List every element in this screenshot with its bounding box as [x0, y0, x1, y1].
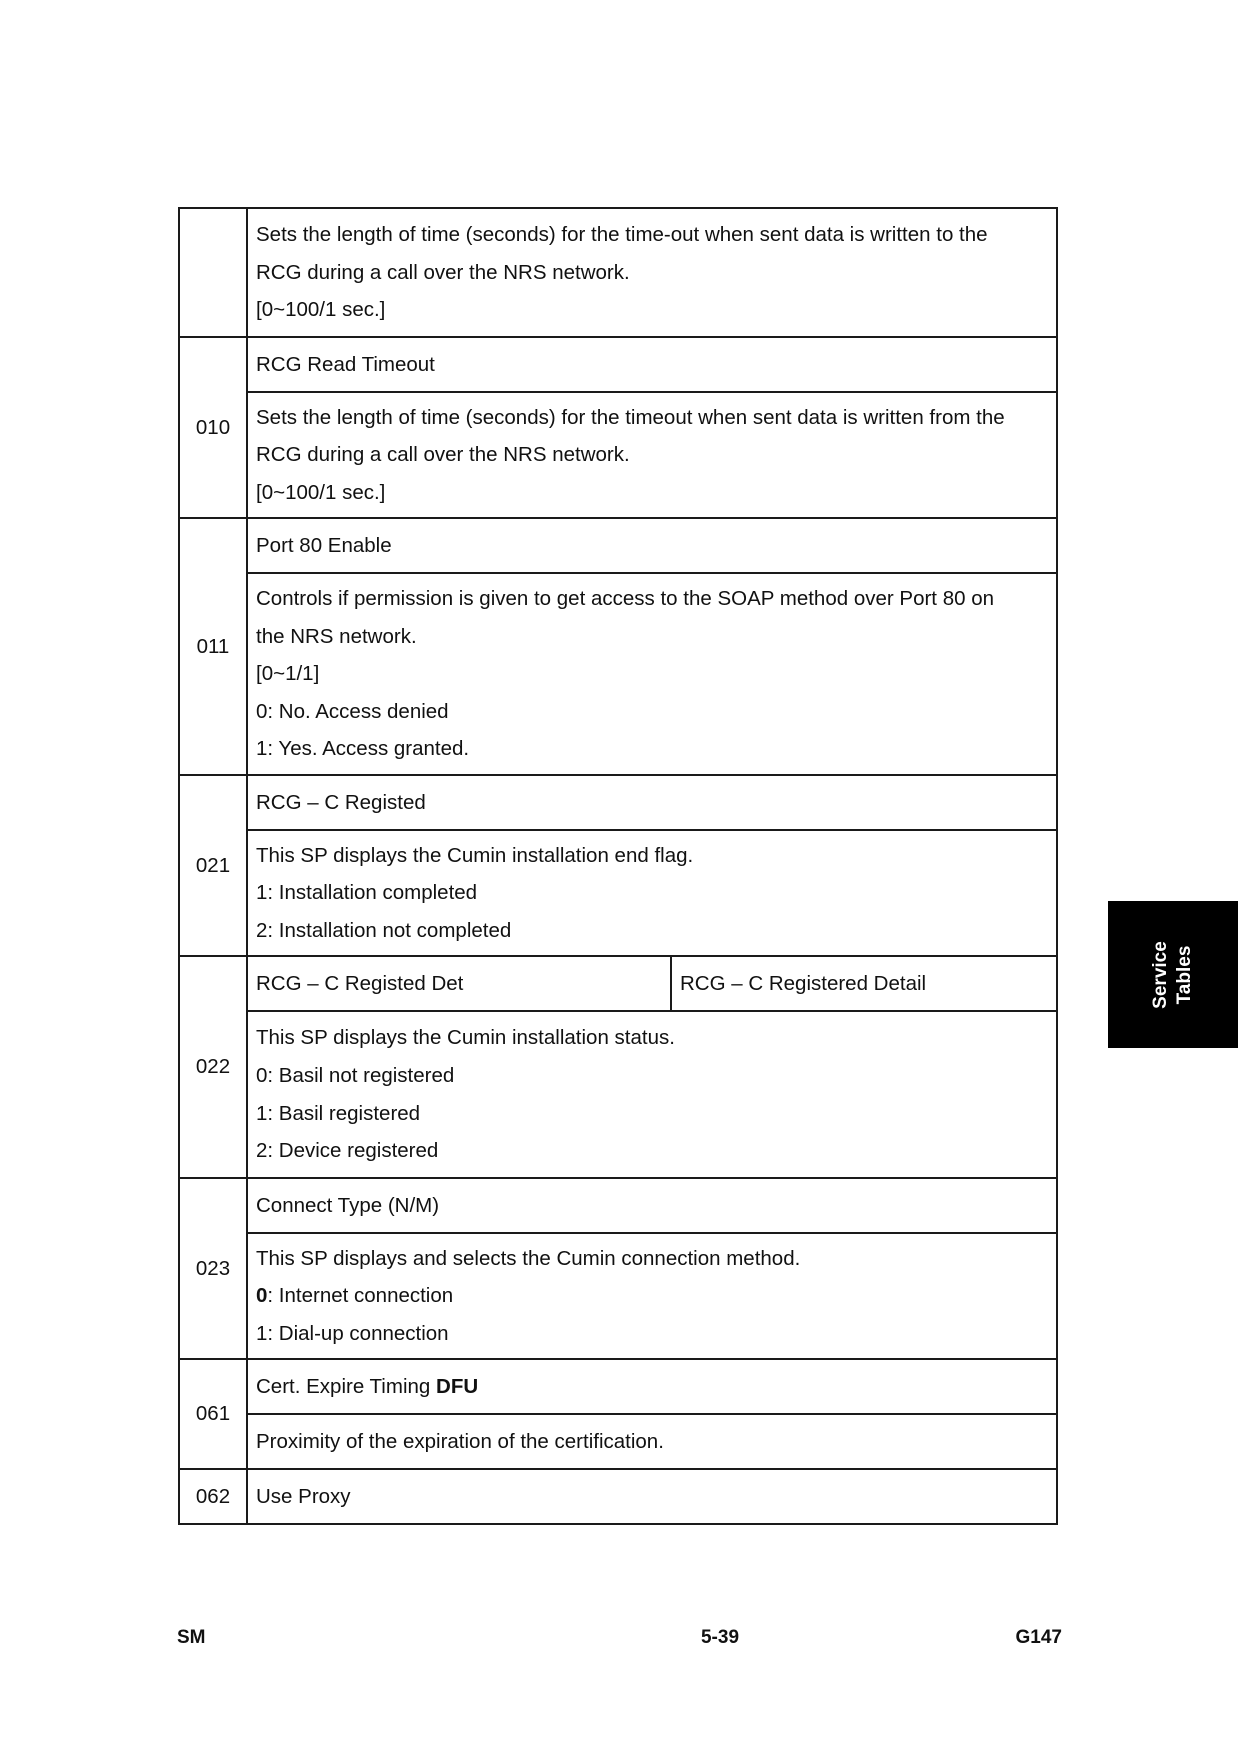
- side-tab-label: [1149, 941, 1197, 1009]
- table-row: [179, 392, 1057, 518]
- sp-name-text: RCG – C Registed: [256, 790, 426, 814]
- table-row: [179, 1233, 1057, 1359]
- description-line: 0: Basil not registered: [256, 1063, 455, 1087]
- table-row: [179, 956, 1057, 1011]
- sp-number: 022: [179, 956, 247, 1178]
- sp-number: 011: [179, 518, 247, 775]
- sp-description: [247, 573, 1057, 775]
- section-side-tab: [1108, 901, 1238, 1048]
- description-line: Sets the length of time (seconds) for the time-out when sent data is written to the: [256, 223, 988, 247]
- sp-description: [247, 830, 1057, 956]
- description-line: RCG during a call over the NRS network.: [256, 443, 630, 467]
- table-row: [179, 775, 1057, 830]
- sp-number: 062: [179, 1469, 247, 1524]
- sp-name-text: Cert. Expire Timing: [256, 1374, 431, 1398]
- description-line: This SP displays and selects the Cumin connection method.: [256, 1246, 801, 1270]
- sp-number: 010: [179, 337, 247, 518]
- sp-description: [247, 392, 1057, 518]
- sp-number: 023: [179, 1178, 247, 1359]
- description-line: 1: Basil registered: [256, 1101, 421, 1125]
- table-row: [179, 1359, 1057, 1414]
- description-line: the NRS network.: [256, 624, 417, 648]
- sp-full-name-text: RCG – C Registered Detail: [680, 971, 927, 995]
- description-line: 2: Installation not completed: [256, 918, 512, 942]
- table-row: [179, 337, 1057, 392]
- dfu-flag: DFU: [436, 1374, 479, 1398]
- table-row: [179, 1414, 1057, 1469]
- sp-name-text: Connect Type (N/M): [256, 1193, 440, 1217]
- sp-name-text: RCG Read Timeout: [256, 352, 435, 376]
- description-line: [0~100/1 sec.]: [256, 480, 386, 504]
- table-row: [179, 573, 1057, 775]
- sp-name: [247, 337, 1057, 392]
- description-line: 2: Device registered: [256, 1139, 439, 1163]
- sp-description: [247, 1233, 1057, 1359]
- description-line: RCG during a call over the NRS network.: [256, 260, 630, 284]
- sp-description: [247, 208, 1057, 337]
- sp-name-text: Port 80 Enable: [256, 533, 392, 557]
- sp-name: [247, 518, 1057, 573]
- sp-number: 061: [179, 1359, 247, 1469]
- description-line: This SP displays the Cumin installation status.: [256, 1026, 675, 1050]
- sp-description: [247, 1414, 1057, 1469]
- sp-description: [247, 1011, 1057, 1178]
- side-tab-line: Tables: [1174, 945, 1195, 1004]
- table-row: [179, 208, 1057, 337]
- sp-name: [247, 956, 671, 1011]
- table-row: [179, 518, 1057, 573]
- option-value-bold: 0: [256, 1284, 268, 1308]
- sp-name-text: Use Proxy: [256, 1484, 351, 1508]
- description-line: 1: Dial-up connection: [256, 1321, 449, 1345]
- description-line: [0~1/1]: [256, 662, 320, 686]
- option-text: : Internet connection: [267, 1284, 454, 1308]
- sp-full-name: [671, 956, 1057, 1011]
- footer-left: SM: [177, 1627, 206, 1648]
- table-row: [179, 830, 1057, 956]
- description-line: 1: Installation completed: [256, 881, 478, 905]
- description-line: 0: No. Access denied: [256, 699, 449, 723]
- sp-table: [178, 207, 1058, 1525]
- sp-name-text: RCG – C Registed Det: [256, 971, 464, 995]
- sp-name: [247, 1359, 1057, 1414]
- table-row: [179, 1469, 1057, 1524]
- page-number: 5-39: [700, 1627, 740, 1648]
- description-line: 1: Yes. Access granted.: [256, 737, 470, 761]
- description-line: Proximity of the expiration of the certification.: [256, 1429, 664, 1453]
- table-row: [179, 1178, 1057, 1233]
- description-line: Controls if permission is given to get access to the SOAP method over Port 80 on: [256, 587, 994, 611]
- sp-name: [247, 775, 1057, 830]
- sp-number: 021: [179, 775, 247, 956]
- side-tab-line: Service: [1150, 940, 1171, 1009]
- description-line: Sets the length of time (seconds) for the timeout when sent data is written from the: [256, 405, 1005, 429]
- footer-right: G147: [1015, 1627, 1062, 1648]
- table-row: [179, 1011, 1057, 1178]
- sp-number-cell: [179, 208, 247, 337]
- description-line: This SP displays the Cumin installation end flag.: [256, 843, 694, 867]
- sp-name: [247, 1469, 1057, 1524]
- description-line: [0~100/1 sec.]: [256, 298, 386, 322]
- sp-name: [247, 1178, 1057, 1233]
- description-line: [256, 1277, 1048, 1315]
